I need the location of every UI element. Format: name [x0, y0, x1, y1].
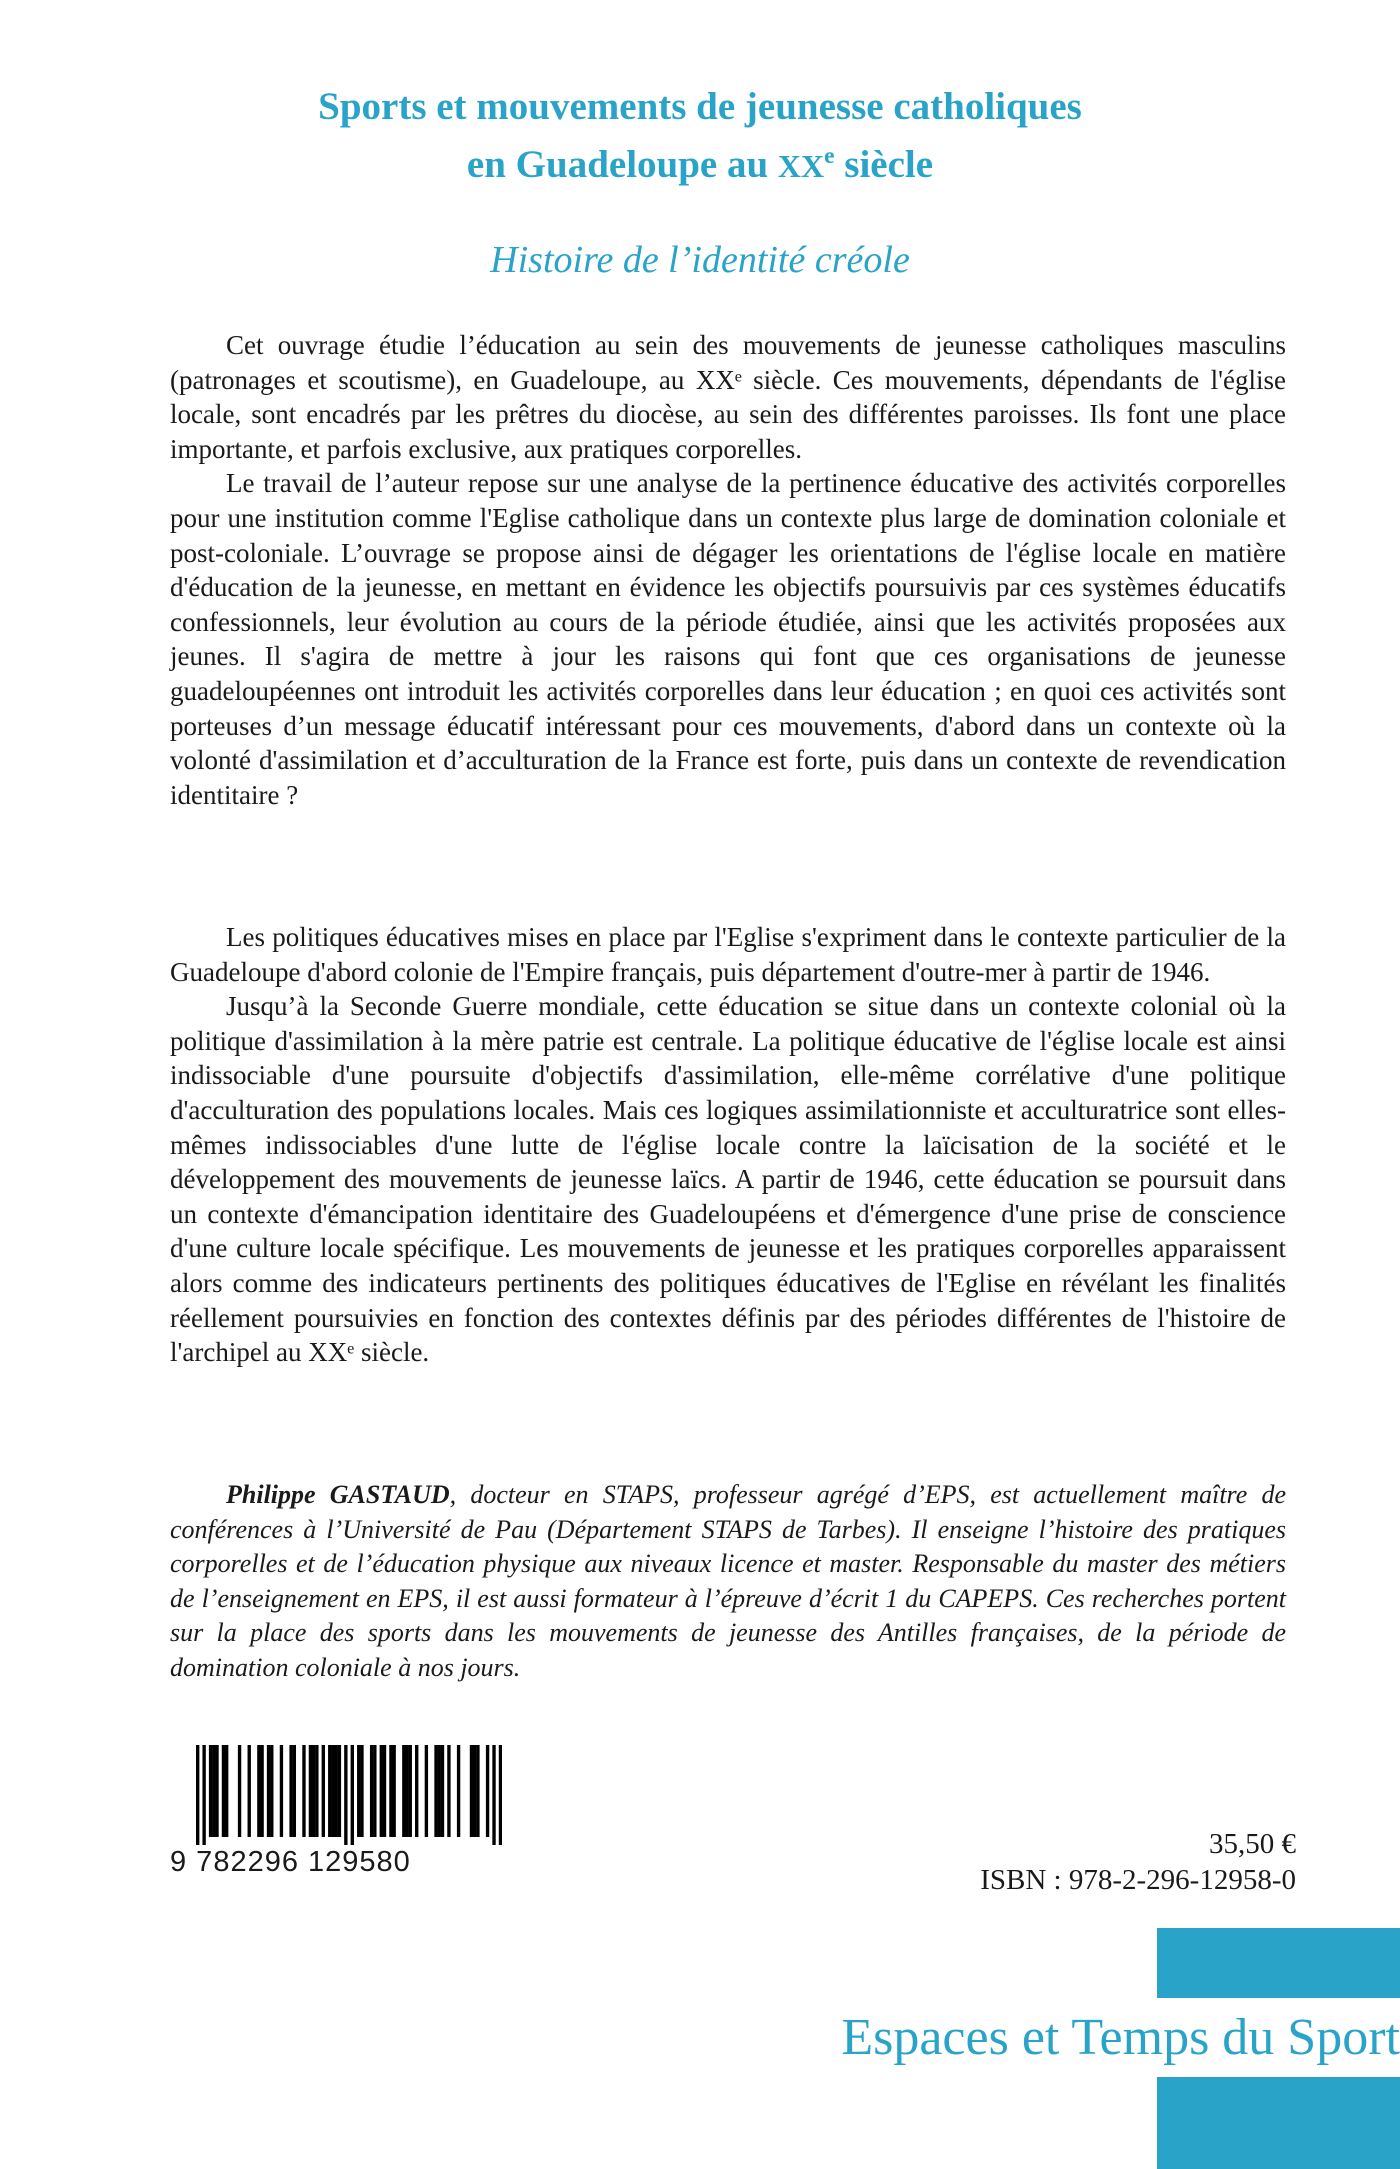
barcode-bar [360, 1745, 363, 1837]
summary-paragraph: Les politiques éducatives mises en place par l'Eglise s'expriment dans le contexte particulier de la Guadeloupe d'abord colonie de l'Empire français, puis département d'outre-mer à partir de 1946. [170, 922, 1286, 987]
barcode-bar [373, 1745, 376, 1837]
barcode-bar [280, 1745, 283, 1837]
title-line-2-prefix: en Guadeloupe au [466, 143, 778, 186]
book-title-line-1: Sports et mouvements de jeunesse catholiques [318, 85, 1082, 128]
barcode-bar [344, 1745, 347, 1845]
title-century-roman: XX [777, 148, 825, 184]
isbn-label: ISBN : 978-2-296-12958-0 [980, 1864, 1296, 1896]
author-biography [170, 1478, 1286, 1686]
barcode-bar [322, 1745, 325, 1837]
barcode-bar [335, 1745, 338, 1837]
barcode-bar [312, 1745, 315, 1837]
barcode-bar [425, 1745, 428, 1837]
barcode-bar [357, 1745, 360, 1837]
barcode-bar [215, 1745, 218, 1837]
barcode-bar [499, 1745, 502, 1845]
barcode-bar [209, 1745, 212, 1837]
barcode-bar [212, 1745, 215, 1837]
author-bio-text: , docteur en STAPS, professeur agrégé d’EPS, est actuellement maître de conférences à l’Université de Pau (Département STAPS de Tarbes). Il enseigne l’histoire des pratiques corporelles et de l’éducation physique aux niveaux licence et master. Responsable du master des métiers de l’enseignement en EPS, il est aussi formateur à l’épreuve d’écrit 1 du CAPEPS. Ces recherches portent sur la place des sports dans les mouvements de jeunesse des Antilles françaises, de la période de domination coloniale à nos jours. [170, 1480, 1286, 1682]
summary-paragraph: Cet ouvrage étudie l’éducation au sein des mouvements de jeunesse catholiques masculins (patronages et scoutisme), en Guadeloupe, au XXᵉ siècle. Ces mouvements, dépendants de l'église locale, sont encadrés par les prêtres du diocèse, au sein des différentes paroisses. Ils font une place importante, et parfois exclusive, aux pratiques corporelles. [170, 330, 1286, 464]
barcode-bar [383, 1745, 386, 1837]
barcode-bar [409, 1745, 412, 1837]
barcode-bar [260, 1745, 263, 1837]
barcode-bar [238, 1745, 241, 1837]
barcode-bar [331, 1745, 334, 1837]
barcode-bar [289, 1745, 292, 1837]
barcode-bar [405, 1745, 408, 1837]
barcode-bar [370, 1745, 373, 1837]
barcode-bar [257, 1745, 260, 1837]
price-label: 35,50 € [1209, 1828, 1296, 1860]
barcode-bar [392, 1745, 395, 1837]
barcode-bar [315, 1745, 318, 1837]
author-name: Philippe GASTAUD [226, 1480, 450, 1509]
title-line-2-suffix: siècle [834, 143, 934, 186]
barcode-bar [351, 1745, 354, 1845]
series-name: Espaces et Temps du Sport [841, 2009, 1400, 2066]
summary-paragraph: Jusqu’à la Seconde Guerre mondiale, cette éducation se situe dans un contexte colonial où la politique d'assimilation à la mère patrie est centrale. La politique éducative de l'église locale est ainsi indissociable d'une poursuite d'objectifs d'assimilation, elle-même corrélative d'une politique d'acculturation des populations locales. Mais ces logiques assimilationniste et acculturatrice sont elles-mêmes indissociables d'une lutte de l'église locale contre la laïcisation de la société et le développement des mouvements de jeunesse laïcs. A partir de 1946, cette éducation se poursuit dans un contexte d'émancipation identitaire des Guadeloupéens et d'émergence d'une prise de conscience d'une culture locale spécifique. Les mouvements de jeunesse et les pratiques corporelles apparaissent alors comme des indicateurs pertinents des politiques éducatives de l'Eglise en révélant les finalités réellement poursuivies en fonction des contextes définis par des périodes différentes de l'histoire de l'archipel au XXᵉ siècle. [170, 991, 1286, 1368]
barcode-bar [270, 1745, 273, 1837]
summary-section-2 [170, 920, 1286, 1370]
barcode-bar [415, 1745, 418, 1837]
author-bio-paragraph [170, 1478, 1286, 1686]
barcode-bar [486, 1745, 489, 1837]
barcode-bar [202, 1745, 205, 1845]
barcode-bar [302, 1745, 305, 1837]
barcode-bar [293, 1745, 296, 1837]
barcode-bar [222, 1745, 225, 1837]
barcode-bar [447, 1745, 450, 1837]
summary-paragraph: Le travail de l’auteur repose sur une analyse de la pertinence éducative des activités corporelles pour une institution comme l'Eglise catholique dans un contexte plus large de domination coloniale et post-coloniale. L’ouvrage se propose ainsi de dégager les orientations de l'église locale en matière d'éducation de la jeunesse, en mettant en évidence les objectifs poursuivis par ces systèmes éducatifs confessionnels, leur évolution au cours de la période étudiée, ainsi que les activités proposées aux jeunes. Il s'agira de mettre à jour les raisons qui font que ces organisations de jeunesse guadeloupéennes ont introduit les activités corporelles dans leur éducation ; en quoi ces activités sont porteuses d’un message éducatif intéressant pour ces mouvements, d'abord dans un contexte où la volonté d'assimilation et d’acculturation de la France est forte, puis dans un contexte de revendication identitaire ? [170, 468, 1286, 810]
barcode-digits: 9 782296 129580 [170, 1846, 411, 1878]
barcode-bar [248, 1745, 251, 1837]
barcode-bar [196, 1745, 199, 1845]
barcode-bars [196, 1745, 502, 1845]
barcode-bar [309, 1745, 312, 1837]
book-title-line-2 [0, 136, 1400, 195]
barcode-bar [225, 1745, 228, 1837]
title-century-superscript: e [824, 143, 835, 169]
barcode-bar [328, 1745, 331, 1837]
summary-section-1 [170, 328, 1286, 812]
barcode-bar [492, 1745, 495, 1845]
series-band-top [1157, 1928, 1400, 1998]
barcode-bar [434, 1745, 437, 1837]
barcode-bar [267, 1745, 270, 1837]
barcode-bar [438, 1745, 441, 1837]
barcode-bar [470, 1745, 473, 1837]
barcode-bar [402, 1745, 405, 1837]
barcode-bar [457, 1745, 460, 1837]
book-subtitle: Histoire de l’identité créole [490, 239, 910, 281]
barcode-bar [338, 1745, 341, 1837]
barcode-bar [441, 1745, 444, 1837]
isbn-barcode [170, 1745, 508, 1880]
barcode-bar [380, 1745, 383, 1837]
barcode-bar [473, 1745, 476, 1837]
barcode-bar [476, 1745, 479, 1837]
series-band-bottom [1157, 2077, 1400, 2169]
barcode-bar [389, 1745, 392, 1837]
